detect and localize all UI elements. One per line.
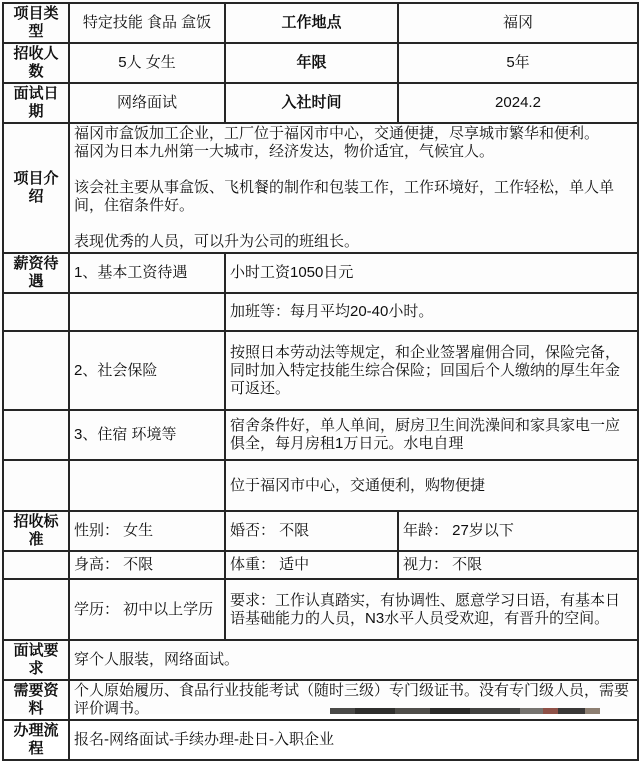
empty-cell: [3, 293, 69, 331]
project-type-value: 特定技能 食品 盒饭: [69, 3, 225, 43]
salary-item-social-insurance: 2、社会保险: [69, 331, 225, 410]
interview-date-value: 网络面试: [69, 83, 225, 123]
salary-item-empty: [69, 293, 225, 331]
empty-cell: [3, 410, 69, 460]
work-location-label: 工作地点: [225, 3, 398, 43]
salary-item-housing: 3、住宿 环境等: [69, 410, 225, 460]
table-row: [3, 253, 638, 293]
duration-value: 5年: [398, 43, 638, 83]
empty-cell: [3, 331, 69, 410]
work-location-value: 福冈: [398, 3, 638, 43]
salary-section-label: 薪资待遇: [3, 253, 69, 293]
salary-desc-housing: 宿舍条件好，单人单间，厨房卫生间洗澡间和家具家电一应俱全，每月房租1万日元。水电自理: [225, 410, 638, 460]
empty-cell: [3, 579, 69, 640]
process-value: 报名-网络面试-手续办理-赴日-入职企业: [69, 720, 638, 760]
standard-weight: 体重： 适中: [225, 551, 398, 579]
interview-req-label: 面试要求: [3, 640, 69, 680]
table-row: [3, 331, 638, 410]
table-row: [3, 511, 638, 551]
empty-cell: [3, 460, 69, 511]
photo-strip-segment: [543, 708, 558, 714]
project-intro-label: 项目介绍: [3, 123, 69, 253]
table-row: [3, 551, 638, 579]
empty-cell: [3, 551, 69, 579]
salary-desc-location: 位于福冈市中心，交通便利，购物便捷: [225, 460, 638, 511]
photo-strip-segment: [520, 708, 543, 714]
salary-desc-hourly-wage: 小时工资1050日元: [225, 253, 638, 293]
table-row: [3, 3, 638, 43]
photo-strip-segment: [558, 708, 585, 714]
salary-item-basic-wage: 1、基本工资待遇: [69, 253, 225, 293]
job-info-table: [2, 2, 639, 761]
project-type-label: 项目类型: [3, 3, 69, 43]
entry-time-value: 2024.2: [398, 83, 638, 123]
recruit-count-value: 5人 女生: [69, 43, 225, 83]
table-row: [3, 123, 638, 253]
standard-vision: 视力： 不限: [398, 551, 638, 579]
photo-strip-segment: [470, 708, 520, 714]
photo-strip-segment: [585, 708, 600, 714]
standards-section-label: 招收标准: [3, 511, 69, 551]
standard-age: 年龄： 27岁以下: [398, 511, 638, 551]
interview-req-value: 穿个人服装，网络面试。: [69, 640, 638, 680]
cropped-photo-strip: [330, 708, 600, 714]
entry-time-label: 入社时间: [225, 83, 398, 123]
photo-strip-segment: [355, 708, 395, 714]
photo-strip-segment: [395, 708, 430, 714]
standard-height: 身高： 不限: [69, 551, 225, 579]
intro-paragraph: 福冈市盒饭加工企业，工厂位于福冈市中心，交通便捷，尽享城市繁华和便利。: [74, 125, 600, 142]
photo-strip-segment: [430, 708, 470, 714]
duration-label: 年限: [225, 43, 398, 83]
table-row: [3, 640, 638, 680]
table-row: [3, 293, 638, 331]
standard-education: 学历： 初中以上学历: [69, 579, 225, 640]
table-row: [3, 410, 638, 460]
salary-desc-overtime: 加班等：每月平均20-40小时。: [225, 293, 638, 331]
salary-desc-social-insurance: 按照日本劳动法等规定，和企业签署雇佣合同，保险完备，同时加入特定技能生综合保险；回国后个人缴纳的厚生年金可返还。: [225, 331, 638, 410]
interview-date-label: 面试日期: [3, 83, 69, 123]
project-intro-text: [69, 123, 638, 253]
intro-paragraph: 该会社主要从事盒饭、飞机餐的制作和包装工作，工作环境好，工作轻松，单人单间，住宿条件好。: [74, 179, 615, 214]
process-label: 办理流程: [3, 720, 69, 760]
standard-gender: 性别： 女生: [69, 511, 225, 551]
recruit-count-label: 招收人数: [3, 43, 69, 83]
standard-requirements: 要求：工作认真踏实，有协调性、愿意学习日语，有基本日语基础能力的人员，N3水平人员受欢迎，有晋升的空间。: [225, 579, 638, 640]
salary-item-empty: [69, 460, 225, 511]
table-row: [3, 83, 638, 123]
table-row: [3, 680, 638, 720]
table-row: [3, 43, 638, 83]
required-docs-value: 个人原始履历、食品行业技能考试（随时三级）专门级证书。没有专门级人员，需要评价调书。: [69, 680, 638, 720]
table-row: [3, 460, 638, 511]
table-row: [3, 720, 638, 760]
photo-strip-segment: [330, 708, 355, 714]
intro-paragraph: 表现优秀的人员，可以升为公司的班组长。: [74, 233, 360, 250]
required-docs-label: 需要资料: [3, 680, 69, 720]
table-row: [3, 579, 638, 640]
standard-marital: 婚否： 不限: [225, 511, 398, 551]
intro-paragraph: 福冈为日本九州第一大城市，经济发达，物价适宜，气候宜人。: [74, 143, 495, 160]
